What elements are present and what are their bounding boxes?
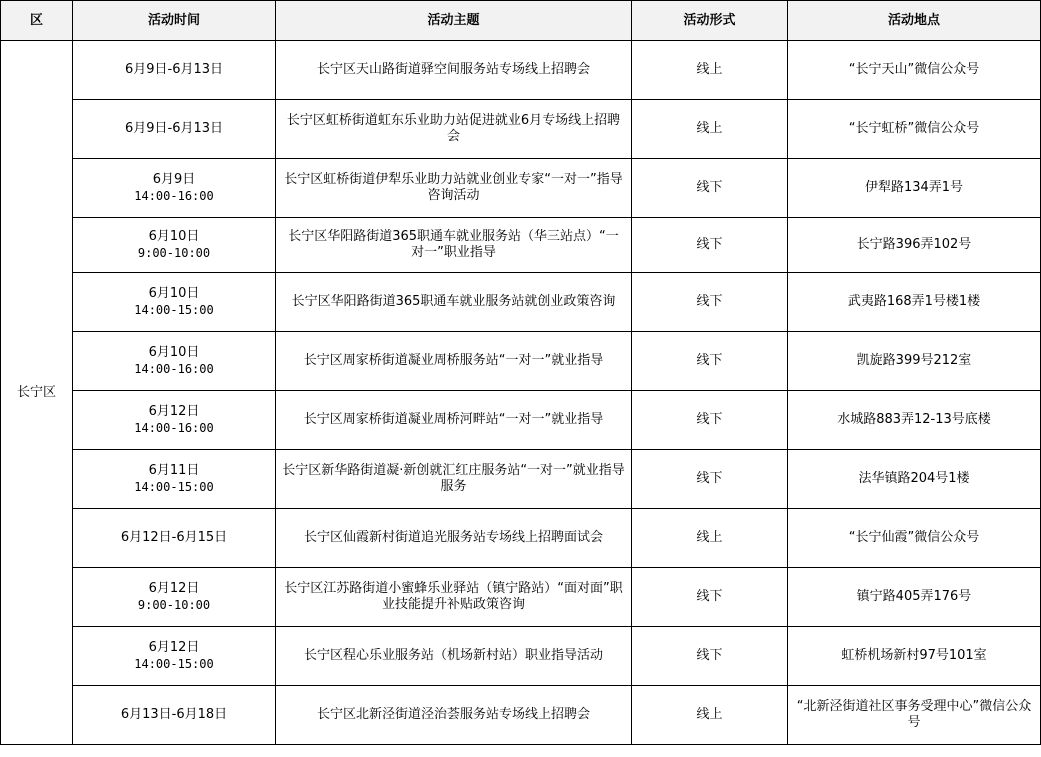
date-text: 6月10日 xyxy=(148,229,200,244)
topic-cell: 长宁区天山路街道驿空间服务站专场线上招聘会 xyxy=(276,41,632,100)
time-cell xyxy=(73,627,276,686)
topic-cell: 长宁区华阳路街道365职通车就业服务站就创业政策咨询 xyxy=(276,273,632,332)
date-text: 6月9日-6月13日 xyxy=(124,62,224,77)
place-cell: 水城路883弄12-13号底楼 xyxy=(788,391,1041,450)
hours-text: 9:00-10:00 xyxy=(137,246,211,260)
table-row xyxy=(1,273,1041,332)
form-cell: 线下 xyxy=(632,218,788,273)
date-text: 6月10日 xyxy=(148,345,200,360)
time-cell xyxy=(73,159,276,218)
hours-text: 14:00-15:00 xyxy=(134,657,214,671)
form-cell: 线上 xyxy=(632,41,788,100)
time-cell xyxy=(73,509,276,568)
table-row xyxy=(1,100,1041,159)
place-cell: “长宁虹桥”微信公众号 xyxy=(788,100,1041,159)
date-text: 6月12日-6月15日 xyxy=(120,530,228,545)
date-text: 6月12日 xyxy=(148,640,200,655)
hours-text: 14:00-16:00 xyxy=(134,362,214,376)
hours-text: 9:00-10:00 xyxy=(137,598,211,612)
topic-cell: 长宁区北新泾街道泾治荟服务站专场线上招聘会 xyxy=(276,686,632,745)
header-topic: 活动主题 xyxy=(276,1,632,41)
time-cell xyxy=(73,686,276,745)
table-row xyxy=(1,218,1041,273)
header-district: 区 xyxy=(1,1,73,41)
topic-cell: 长宁区周家桥街道凝业周桥河畔站“一对一”就业指导 xyxy=(276,391,632,450)
place-cell: 虹桥机场新村97号101室 xyxy=(788,627,1041,686)
form-cell: 线上 xyxy=(632,509,788,568)
time-cell xyxy=(73,218,276,273)
time-cell xyxy=(73,100,276,159)
hours-text: 14:00-15:00 xyxy=(134,480,214,494)
date-text: 6月12日 xyxy=(148,404,200,419)
place-cell: 伊犁路134弄1号 xyxy=(788,159,1041,218)
time-cell xyxy=(73,332,276,391)
hours-text: 14:00-16:00 xyxy=(134,189,214,203)
hours-text: 14:00-15:00 xyxy=(134,303,214,317)
topic-cell: 长宁区周家桥街道凝业周桥服务站“一对一”就业指导 xyxy=(276,332,632,391)
date-text: 6月9日-6月13日 xyxy=(124,121,224,136)
form-cell: 线下 xyxy=(632,450,788,509)
place-cell: 凯旋路399号212室 xyxy=(788,332,1041,391)
header-time: 活动时间 xyxy=(73,1,276,41)
table-row xyxy=(1,41,1041,100)
form-cell: 线上 xyxy=(632,100,788,159)
time-cell xyxy=(73,273,276,332)
table-row xyxy=(1,627,1041,686)
place-cell: 法华镇路204号1楼 xyxy=(788,450,1041,509)
form-cell: 线下 xyxy=(632,391,788,450)
place-cell: 镇宁路405弄176号 xyxy=(788,568,1041,627)
place-cell: 长宁路396弄102号 xyxy=(788,218,1041,273)
place-cell: “北新泾街道社区事务受理中心”微信公众号 xyxy=(788,686,1041,745)
topic-cell: 长宁区虹桥街道伊犁乐业助力站就业创业专家“一对一”指导咨询活动 xyxy=(276,159,632,218)
form-cell: 线下 xyxy=(632,568,788,627)
time-cell xyxy=(73,41,276,100)
topic-cell: 长宁区新华路街道凝·新创就汇红庄服务站“一对一”就业指导服务 xyxy=(276,450,632,509)
table-row xyxy=(1,509,1041,568)
place-cell: “长宁仙霞”微信公众号 xyxy=(788,509,1041,568)
table-row xyxy=(1,568,1041,627)
date-text: 6月11日 xyxy=(148,463,200,478)
form-cell: 线下 xyxy=(632,159,788,218)
topic-cell: 长宁区华阳路街道365职通车就业服务站（华三站点）“一对一”职业指导 xyxy=(276,218,632,273)
district-cell: 长宁区 xyxy=(1,41,73,745)
table-row xyxy=(1,391,1041,450)
time-cell xyxy=(73,568,276,627)
header-row xyxy=(1,1,1041,41)
place-cell: 武夷路168弄1号楼1楼 xyxy=(788,273,1041,332)
place-cell: “长宁天山”微信公众号 xyxy=(788,41,1041,100)
header-form: 活动形式 xyxy=(632,1,788,41)
table-row xyxy=(1,450,1041,509)
topic-cell: 长宁区仙霞新村街道追光服务站专场线上招聘面试会 xyxy=(276,509,632,568)
form-cell: 线上 xyxy=(632,686,788,745)
form-cell: 线下 xyxy=(632,627,788,686)
topic-cell: 长宁区虹桥街道虹东乐业助力站促进就业6月专场线上招聘会 xyxy=(276,100,632,159)
topic-cell: 长宁区江苏路街道小蜜蜂乐业驿站（镇宁路站）“面对面”职业技能提升补贴政策咨询 xyxy=(276,568,632,627)
table-body xyxy=(1,41,1041,745)
form-cell: 线下 xyxy=(632,332,788,391)
table-row xyxy=(1,332,1041,391)
time-cell xyxy=(73,391,276,450)
header-place: 活动地点 xyxy=(788,1,1041,41)
time-cell xyxy=(73,450,276,509)
table-row xyxy=(1,686,1041,745)
form-cell: 线下 xyxy=(632,273,788,332)
date-text: 6月12日 xyxy=(148,581,200,596)
hours-text: 14:00-16:00 xyxy=(134,421,214,435)
table-row xyxy=(1,159,1041,218)
date-text: 6月9日 xyxy=(152,172,196,187)
topic-cell: 长宁区程心乐业服务站（机场新村站）职业指导活动 xyxy=(276,627,632,686)
date-text: 6月10日 xyxy=(148,286,200,301)
date-text: 6月13日-6月18日 xyxy=(120,707,228,722)
